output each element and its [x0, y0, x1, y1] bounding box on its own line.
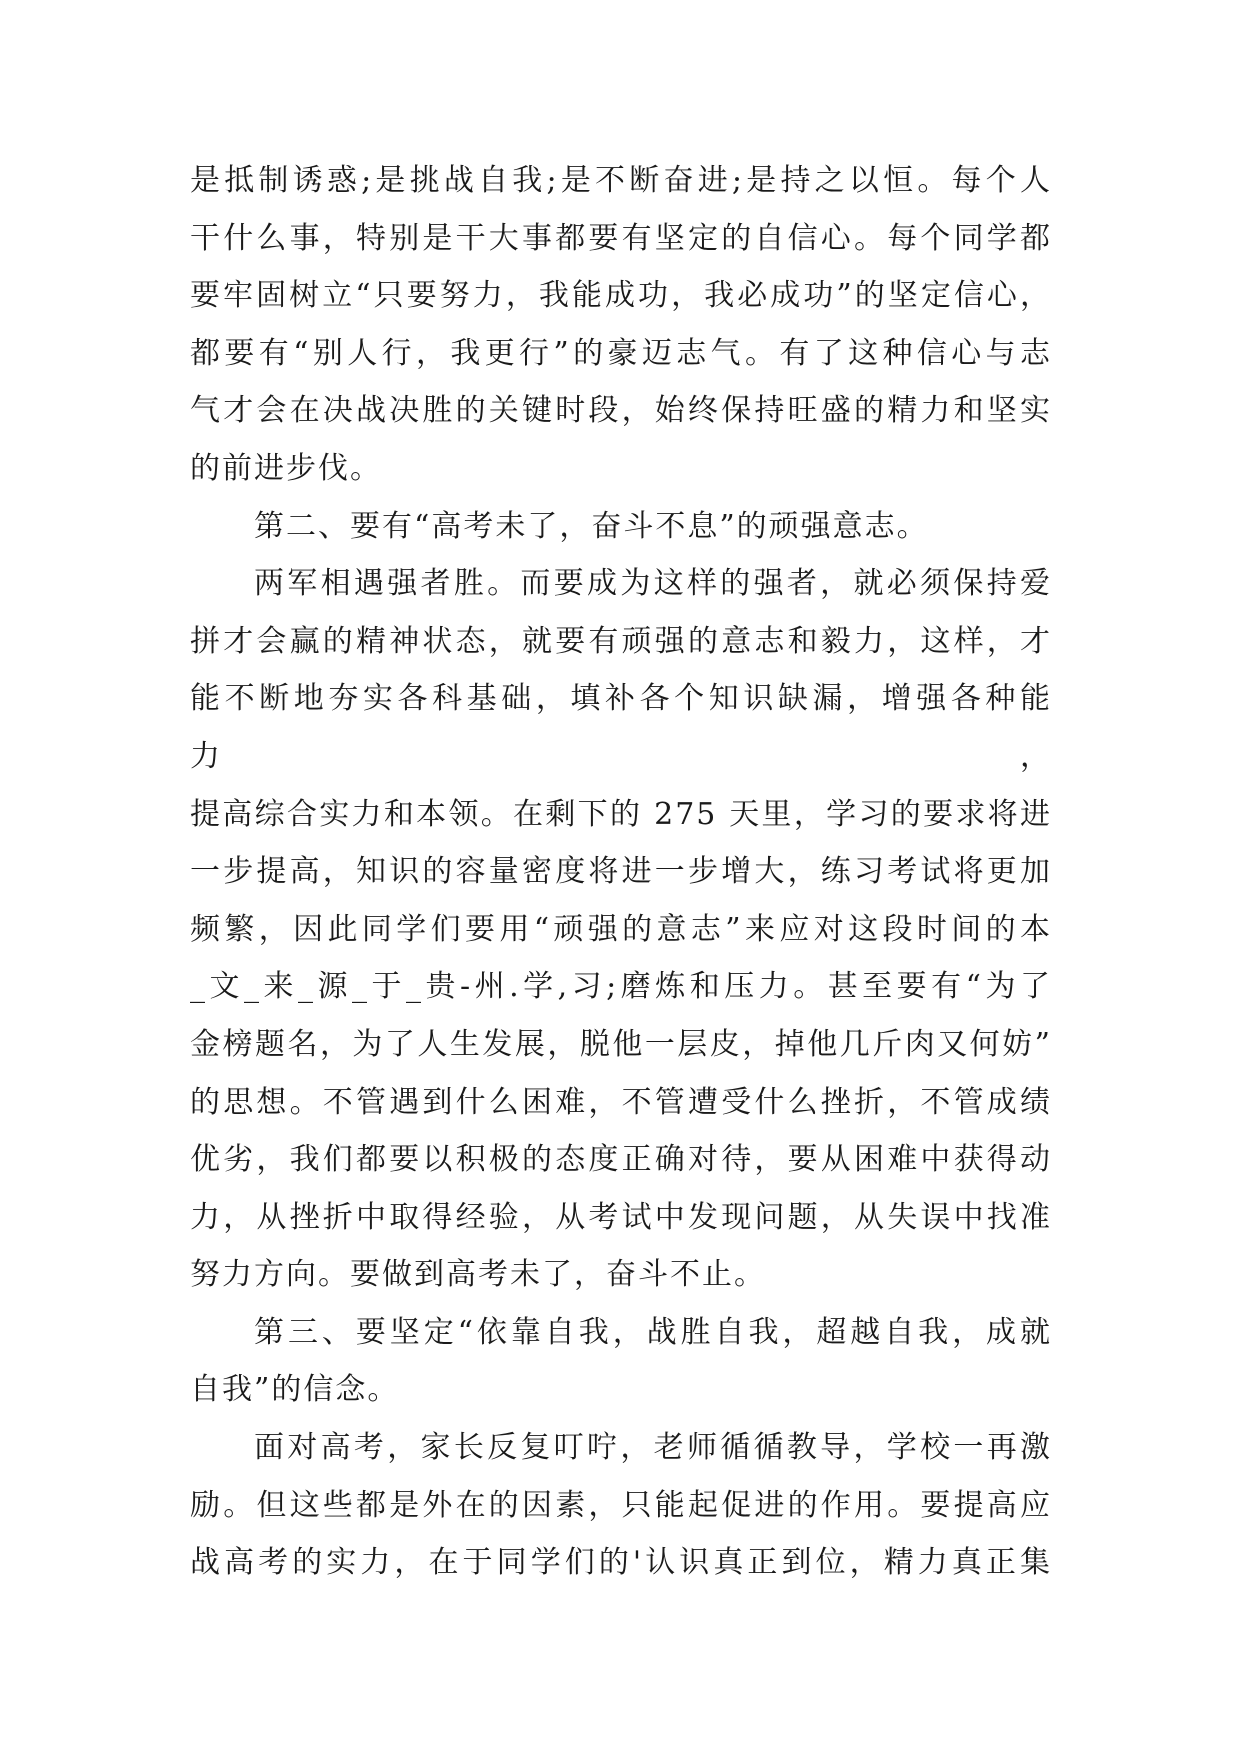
section-heading: 第二、要有“高考未了，奋斗不息”的顽强意志。 — [254, 508, 929, 544]
text-line: 能不断地夯实各科基础，填补各个知识缺漏，增强各种能力， — [190, 681, 1052, 774]
text-line: 战高考的实力，在于同学们的'认识真正到位，精力真正集 — [190, 1545, 1052, 1581]
document-body — [190, 152, 1052, 1592]
text-line: 是抵制诱惑;是挑战自我;是不断奋进;是持之以恒。每个人 — [190, 163, 1052, 198]
text-line: 面对高考，家长反复叮咛，老师循循教导，学校一再激 — [254, 1430, 1052, 1466]
paragraph-4 — [190, 1304, 1052, 1419]
text-line: 频繁，因此同学们要用“顽强的意志”来应对这段时间的本 — [190, 911, 1052, 947]
paragraph-5 — [190, 1419, 1052, 1592]
text-line: 气才会在决战决胜的关键时段，始终保持旺盛的精力和坚实 — [190, 393, 1052, 429]
text-line: 干什么事，特别是干大事都要有坚定的自信心。每个同学都 — [190, 220, 1052, 256]
text-line: 一步提高，知识的容量密度将进一步增大，练习考试将更加 — [190, 854, 1052, 890]
text-line: 金榜题名，为了人生发展，脱他一层皮，掉他几斤肉又何妨” — [190, 1026, 1052, 1062]
text-line: 两军相遇强者胜。而要成为这样的强者，就必须保持爱 — [254, 566, 1052, 602]
section-heading: 自我”的信念。 — [190, 1372, 400, 1408]
text-line: _文_来_源_于_贵-州.学,习;磨炼和压力。甚至要有“为了 — [190, 969, 1052, 1005]
paragraph-3 — [190, 555, 1052, 1304]
text-line: 努力方向。要做到高考未了，奋斗不止。 — [190, 1257, 766, 1293]
text-line: 励。但这些都是外在的因素，只能起促进的作用。要提高应 — [190, 1487, 1052, 1523]
text-line: 的前进步伐。 — [190, 450, 382, 486]
text-line: 力，从挫折中取得经验，从考试中发现问题，从失误中找准 — [190, 1199, 1052, 1235]
text-line: 拼才会赢的精神状态，就要有顽强的意志和毅力，这样，才 — [190, 623, 1052, 659]
paragraph-1 — [190, 152, 1052, 498]
text-line: 要牢固树立“只要努力，我能成功，我必成功”的坚定信心， — [190, 278, 1052, 314]
paragraph-2 — [190, 498, 1052, 556]
text-line: 都要有“别人行，我更行”的豪迈志气。有了这种信心与志 — [190, 335, 1052, 371]
text-line: 的思想。不管遇到什么困难，不管遭受什么挫折，不管成绩 — [190, 1084, 1052, 1120]
text-line: 优劣，我们都要以积极的态度正确对待，要从困难中获得动 — [190, 1142, 1052, 1178]
section-heading: 第三、要坚定“依靠自我，战胜自我，超越自我，成就 — [254, 1314, 1052, 1350]
text-line: 提高综合实力和本领。在剩下的 275 天里，学习的要求将进 — [190, 796, 1052, 832]
